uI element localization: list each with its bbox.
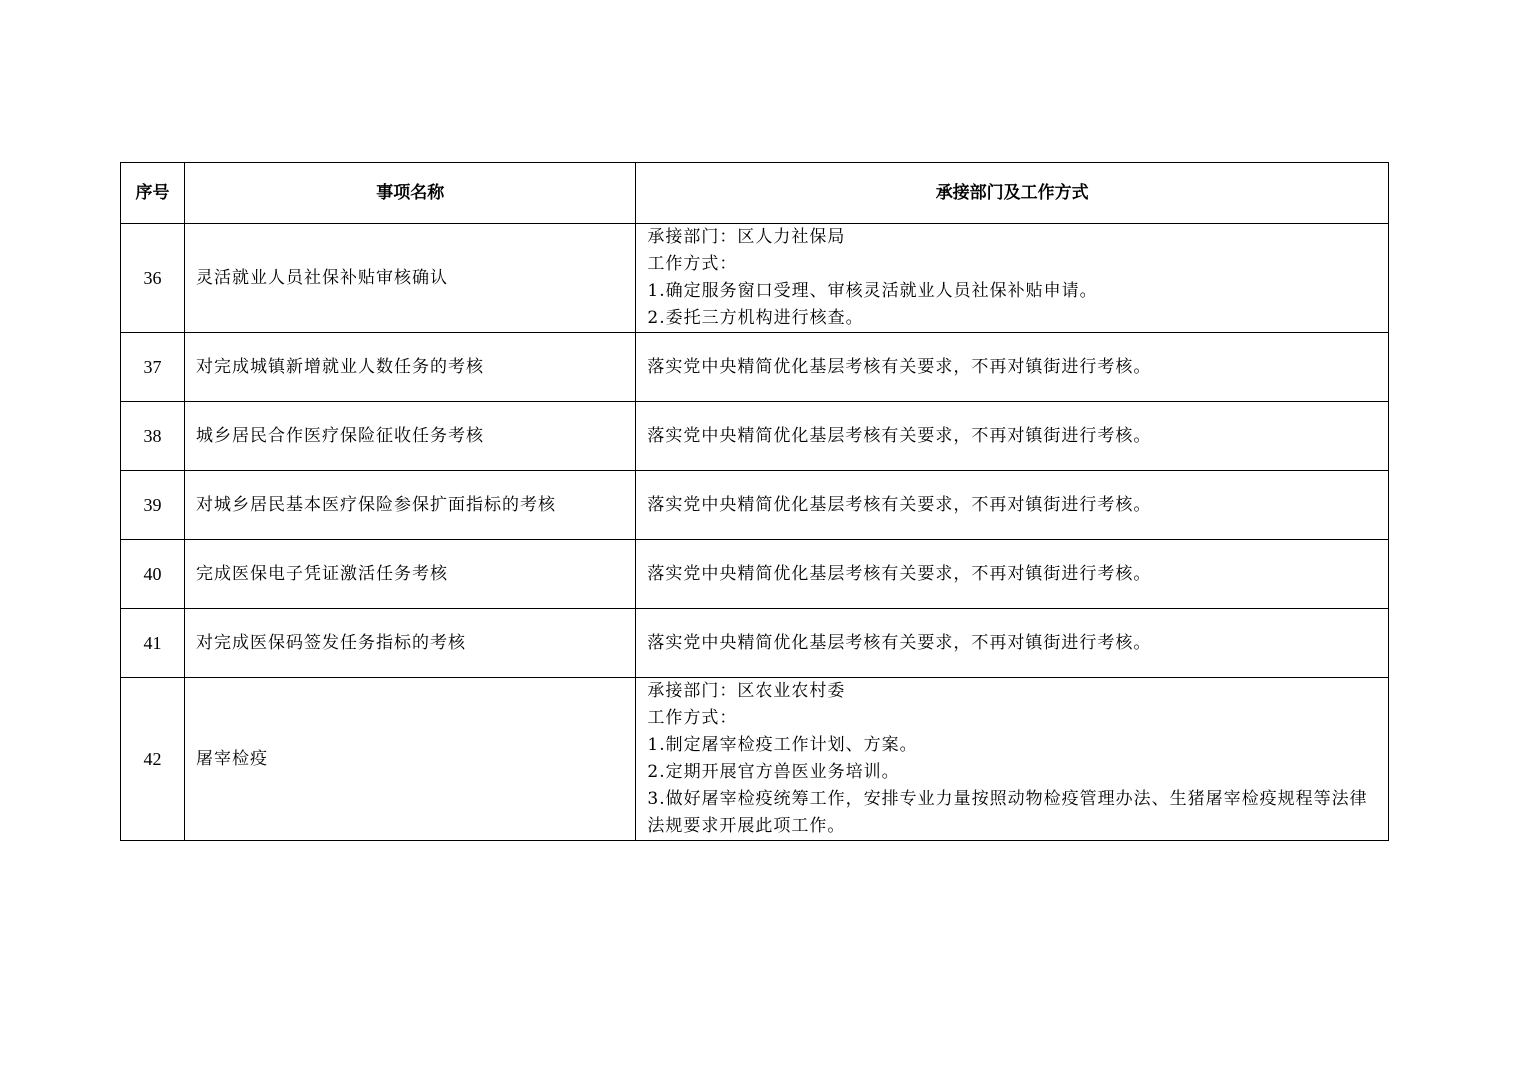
item-table [120, 162, 1389, 841]
row-department-method [636, 609, 1389, 678]
dept-line: 1.制定屠宰检疫工作计划、方案。 [647, 735, 918, 755]
dept-line: 落实党中央精简优化基层考核有关要求，不再对镇街进行考核。 [647, 563, 1152, 584]
row-number: 36 [121, 224, 185, 333]
row-item-name: 城乡居民合作医疗保险征收任务考核 [185, 402, 636, 471]
row-item-name: 对完成医保码签发任务指标的考核 [185, 609, 636, 678]
dept-line: 2.委托三方机构进行核查。 [647, 308, 864, 328]
row-department-method [636, 402, 1389, 471]
row-number: 41 [121, 609, 185, 678]
row-number: 42 [121, 678, 185, 841]
table-row [121, 540, 1389, 609]
dept-line: 承接部门：区人力社保局 [647, 227, 846, 247]
header-department-and-method: 承接部门及工作方式 [636, 163, 1389, 224]
table-row [121, 678, 1389, 841]
row-department-method [636, 224, 1389, 333]
row-item-name: 对城乡居民基本医疗保险参保扩面指标的考核 [185, 471, 636, 540]
dept-line: 2.定期开展官方兽医业务培训。 [647, 762, 900, 782]
row-item-name: 灵活就业人员社保补贴审核确认 [185, 224, 636, 333]
row-number: 39 [121, 471, 185, 540]
table-row [121, 333, 1389, 402]
row-department-method [636, 471, 1389, 540]
dept-line: 落实党中央精简优化基层考核有关要求，不再对镇街进行考核。 [647, 356, 1152, 377]
dept-line: 工作方式： [647, 254, 738, 274]
header-serial-number: 序号 [121, 163, 185, 224]
dept-line: 落实党中央精简优化基层考核有关要求，不再对镇街进行考核。 [647, 632, 1152, 653]
row-number: 40 [121, 540, 185, 609]
table-row [121, 224, 1389, 333]
header-item-name: 事项名称 [185, 163, 636, 224]
row-department-method [636, 678, 1389, 841]
dept-line: 承接部门：区农业农村委 [647, 681, 846, 701]
dept-line: 工作方式： [647, 708, 738, 728]
dept-line: 落实党中央精简优化基层考核有关要求，不再对镇街进行考核。 [647, 494, 1152, 515]
row-department-method [636, 333, 1389, 402]
row-item-name: 对完成城镇新增就业人数任务的考核 [185, 333, 636, 402]
row-number: 37 [121, 333, 185, 402]
table-header-row [121, 163, 1389, 224]
dept-line: 1.确定服务窗口受理、审核灵活就业人员社保补贴申请。 [647, 281, 1098, 301]
row-number: 38 [121, 402, 185, 471]
row-item-name: 完成医保电子凭证激活任务考核 [185, 540, 636, 609]
table-row [121, 471, 1389, 540]
table-row [121, 609, 1389, 678]
dept-line: 3.做好屠宰检疫统筹工作，安排专业力量按照动物检疫管理办法、生猪屠宰检疫规程等法律法规要求开展此项工作。 [647, 789, 1368, 836]
row-department-method [636, 540, 1389, 609]
row-item-name: 屠宰检疫 [185, 678, 636, 841]
dept-line: 落实党中央精简优化基层考核有关要求，不再对镇街进行考核。 [647, 425, 1152, 446]
table-row [121, 402, 1389, 471]
